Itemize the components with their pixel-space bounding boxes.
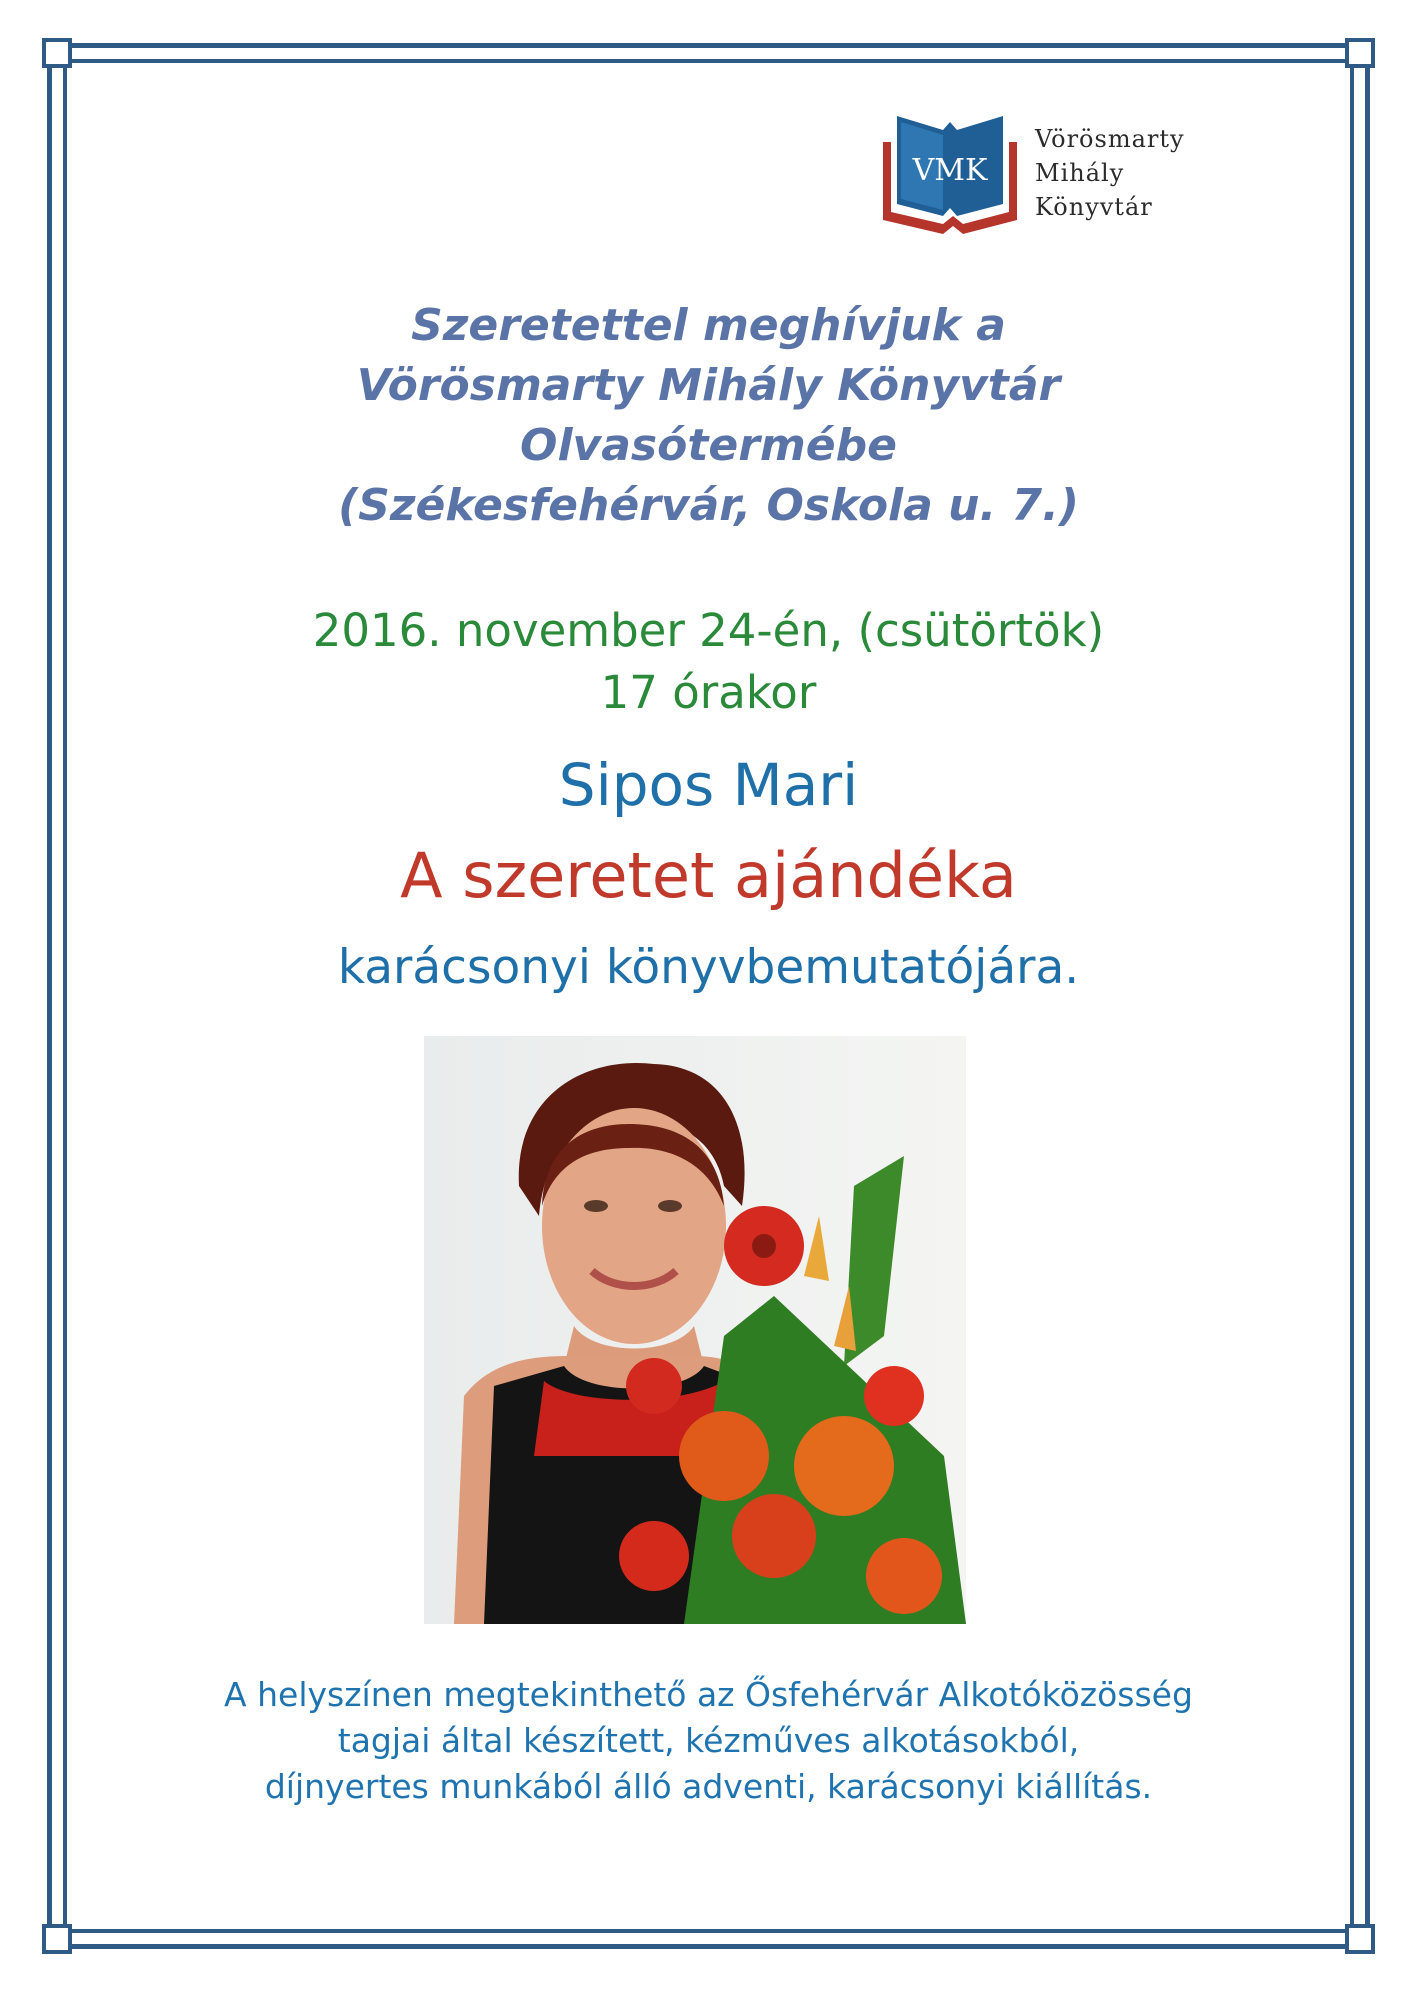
frame-corner: [1345, 38, 1375, 68]
frame-corner: [42, 38, 72, 68]
event-datetime: [0, 600, 1417, 724]
event-time: 17 órakor: [600, 666, 817, 719]
invitation-line: Szeretettel meghívjuk a: [411, 300, 1006, 351]
exhibition-line: díjnyertes munkából álló adventi, karácsonyi kiállítás.: [264, 1767, 1153, 1806]
library-name: [1035, 122, 1185, 224]
invitation-text: [0, 296, 1417, 536]
author-name: Sipos Mari: [558, 751, 859, 819]
invitation-line: (Székesfehérvár, Oskola u. 7.): [338, 480, 1079, 531]
book-logo-icon: [875, 112, 1025, 237]
logo-monogram: VMK: [912, 153, 988, 188]
author-photo: [424, 1036, 966, 1624]
exhibition-line: tagjai által készített, kézműves alkotásokból,: [337, 1721, 1080, 1760]
book-title: A szeretet ajándéka: [400, 839, 1017, 912]
frame-corner: [1345, 1924, 1375, 1954]
library-name-line-2: Mihály: [1035, 159, 1125, 187]
exhibition-text: [0, 1672, 1417, 1810]
event-subtitle: karácsonyi könyvbemutatójára.: [337, 940, 1080, 995]
exhibition-line: A helyszínen megtekinthető az Ősfehérvár Alkotóközösség: [224, 1675, 1193, 1714]
library-name-line-1: Vörösmarty: [1035, 125, 1185, 153]
invitation-line: Olvasótermébe: [520, 420, 897, 471]
event-date: 2016. november 24-én, (csütörtök): [312, 604, 1105, 657]
invitation-line: Vörösmarty Mihály Könyvtár: [356, 360, 1061, 411]
library-logo: [875, 112, 1220, 237]
library-name-line-3: Könyvtár: [1035, 193, 1153, 221]
frame-corner: [42, 1924, 72, 1954]
